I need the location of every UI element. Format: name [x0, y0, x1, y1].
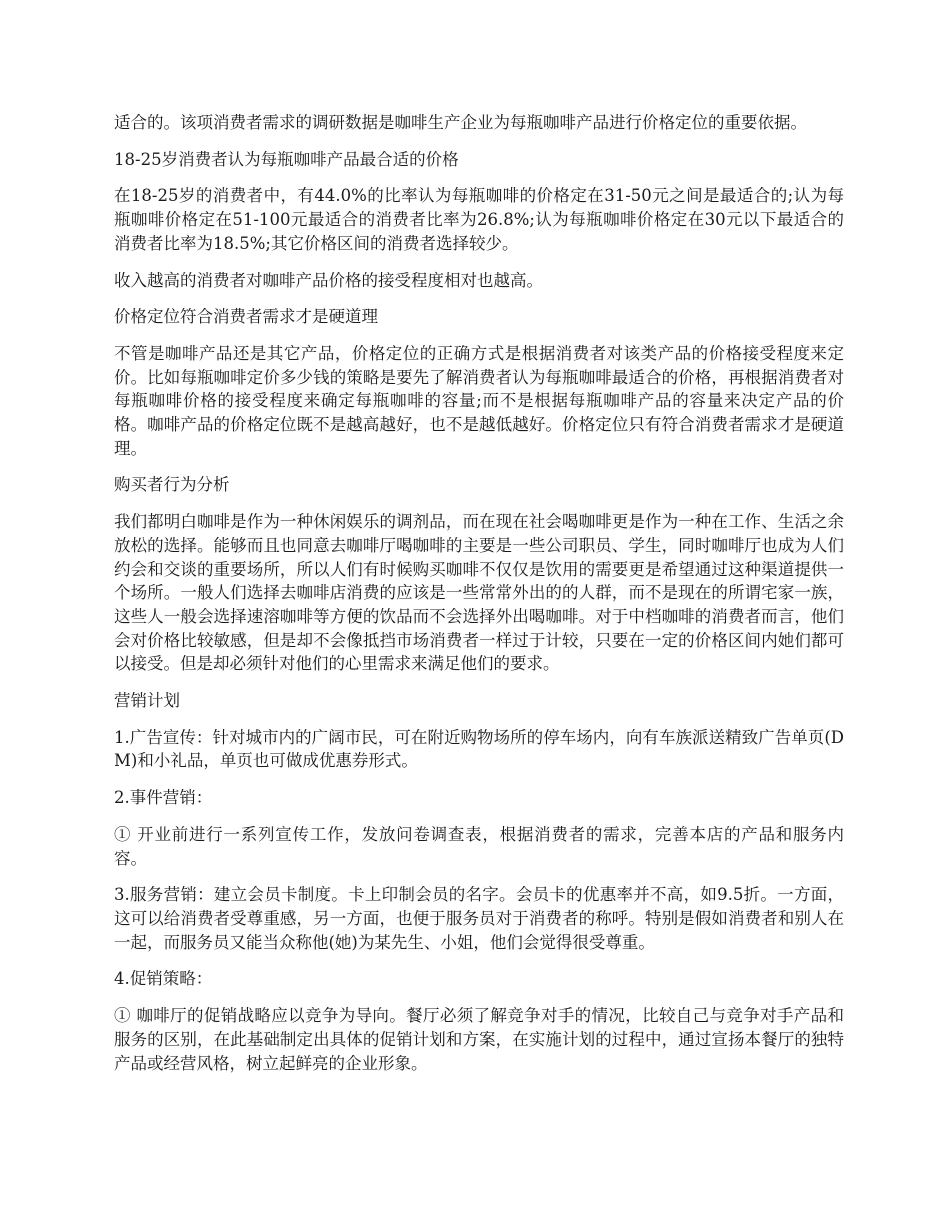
paragraph-intro-continuation: 适合的。该项消费者需求的调研数据是咖啡生产企业为每瓶咖啡产品进行价格定位的重要依据。 — [114, 113, 807, 132]
heading-marketing-plan: 营销计划 — [114, 691, 180, 711]
heading-age-price: 18-25岁消费者认为每瓶咖啡产品最合适的价格 — [114, 149, 459, 169]
document-body — [114, 111, 844, 1088]
paragraph-promotion-strategy: ① 咖啡厅的促销战略应以竞争为导向。餐厅必须了解竞争对手的情况，比较自己与竞争对手产品和服务的区别，在此基础制定出具体的促销计划和方案，在实施计划的过程中，通过宣扬本餐厅的独特产品或经营风格，树立起鲜亮的企业形象。 — [114, 1006, 844, 1073]
paragraph-service-marketing: 3.服务营销：建立会员卡制度。卡上印制会员的名字。会员卡的优惠率并不高，如9.5折。一方面，这可以给消费者受尊重感，另一方面，也便于服务员对于消费者的称呼。特别是假如消费者和别人在一起，而服务员又能当众称他(她)为某先生、小姐，他们会觉得很受尊重。 — [114, 885, 844, 952]
paragraph-income-note: 收入越高的消费者对咖啡产品价格的接受程度相对也越高。 — [114, 270, 543, 290]
paragraph-event-marketing: ① 开业前进行一系列宣传工作，发放问卷调查表，根据消费者的需求，完善本店的产品和服务内容。 — [114, 824, 844, 868]
paragraph-age-price-stats: 在18-25岁的消费者中，有44.0%的比率认为每瓶咖啡的价格定在31-50元之间是最适合的;认为每瓶咖啡价格定在51-100元最适合的消费者比率为26.8%;认为每瓶咖啡价格定在30元以下最适合的消费者比率为18.5%;其它价格区间的消费者选择较少。 — [114, 186, 844, 253]
paragraph-buyer-behavior: 我们都明白咖啡是作为一种休闲娱乐的调剂品，而在现在社会喝咖啡更是作为一种在工作、生活之余放松的选择。能够而且也同意去咖啡厅喝咖啡的主要是一些公司职员、学生，同时咖啡厅也成为人们约会和交谈的重要场所，所以人们有时候购买咖啡不仅仅是饮用的需要更是希望通过这种渠道提供一个场所。一般人们选择去咖啡店消费的应该是一些常常外出的的人群，而不是现在的所谓宅家一族，这些人一般会选择速溶咖啡等方便的饮品而不会选择外出喝咖啡。对于中档咖啡的消费者而言，他们会对价格比较敏感，但是却不会像抵挡市场消费者一样过于计较，只要在一定的价格区间内她们都可以接受。但是却必须针对他们的心里需求来满足他们的要求。 — [114, 512, 844, 674]
heading-buyer-behavior: 购买者行为分析 — [114, 475, 230, 495]
paragraph-advertising: 1.广告宣传：针对城市内的广阔市民，可在附近购物场所的停车场内，向有车族派送精致广告单页(DM)和小礼品，单页也可做成优惠券形式。 — [114, 727, 844, 771]
heading-promotion-strategy: 4.促销策略： — [114, 969, 213, 989]
paragraph-pricing-principle: 不管是咖啡产品还是其它产品，价格定位的正确方式是根据消费者对该类产品的价格接受程度来定价。比如每瓶咖啡定价多少钱的策略是要先了解消费者认为每瓶咖啡最适合的价格，再根据消费者对每瓶咖啡价格的接受程度来确定每瓶咖啡的容量;而不是根据每瓶咖啡产品的容量来决定产品的价格。咖啡产品的价格定位既不是越高越好，也不是越低越好。价格定位只有符合消费者需求才是硬道理。 — [114, 343, 844, 458]
heading-pricing-principle: 价格定位符合消费者需求才是硬道理 — [114, 307, 378, 327]
heading-event-marketing: 2.事件营销： — [114, 788, 213, 808]
